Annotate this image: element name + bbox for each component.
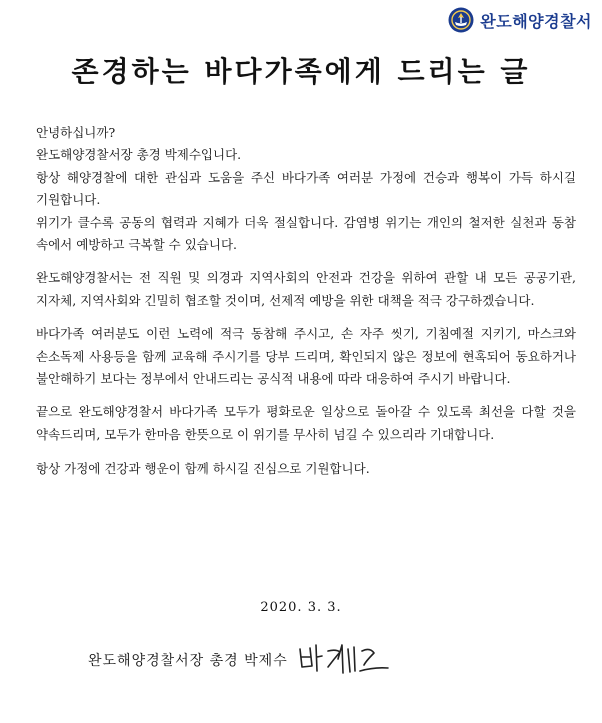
organization-header: [447, 6, 592, 34]
request-paragraph: 바다가족 여러분도 이런 노력에 적극 동참해 주시고, 손 자주 씻기, 기침예절 지키기, 마스크와 손소독제 사용등을 함께 교육해 주시기를 당부 드리며, 확인되지 않은 정보에 현혹되어 동요하거나 불안해하기 보다는 정부에서 안내드리는 공식적 내용에 따라 대응하여 주시기 바랍니다.: [36, 326, 576, 387]
letter-body: [36, 122, 576, 481]
letter-title: 존경하는 바다가족에게 드리는 글: [71, 55, 531, 88]
conclusion-paragraph: 끝으로 완도해양경찰서 바다가족 모두가 평화로운 일상으로 돌아갈 수 있도록 최선을 다할 것을 약속드리며, 모두가 한마음 한뜻으로 이 위기를 무사히 넘길 수 있으리라 기대합니다.: [36, 404, 576, 442]
closing-line: 항상 가정에 건강과 행운이 함께 하시길 진심으로 기원합니다.: [36, 461, 370, 477]
wishes-paragraph: 항상 해양경찰에 대한 관심과 도움을 주신 바다가족 여러분 가정에 건승과 행복이 가득 하시길 기원합니다.: [36, 169, 576, 208]
handwritten-signature: [294, 637, 394, 683]
crisis-paragraph: 위기가 클수록 공동의 협력과 지혜가 더욱 절실합니다. 감염병 위기는 개인의 철저한 실천과 동참 속에서 예방하고 극복할 수 있습니다.: [36, 214, 576, 253]
organization-name: 완도해양경찰서: [480, 11, 592, 31]
signature-block: [88, 637, 394, 683]
coast-guard-emblem-icon: [447, 6, 475, 34]
greeting-line: 안녕하십니까?: [36, 125, 116, 140]
commitment-paragraph: 완도해양경찰서는 전 직원 및 의경과 지역사회의 안전과 건강을 위하여 관할 내 모든 공공기관, 지자체, 지역사회와 긴밀히 협조할 것이며, 선제적 예방을 위한 대책을 적극 강구하겠습니다.: [36, 270, 576, 308]
letter-date: 2020. 3. 3.: [260, 600, 342, 615]
signer-name: 완도해양경찰서장 총경 박제수: [88, 653, 288, 669]
introduction-line: 완도해양경찰서장 총경 박제수입니다.: [36, 147, 242, 163]
